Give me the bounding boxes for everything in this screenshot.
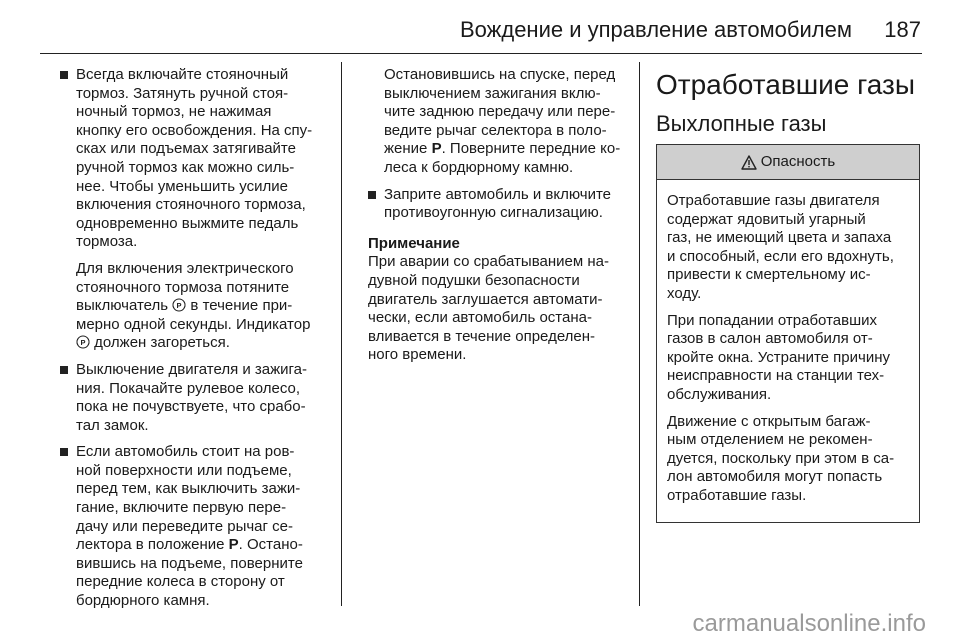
section-heading: Отработавшие газы — [656, 69, 915, 100]
text-line: ной поверхности или подъеме, — [76, 461, 292, 479]
text-run: . Поверните передние ко- — [441, 140, 621, 158]
text-line: Остановившись на спуске, перед — [384, 66, 616, 83]
text-line: газ, не имеющий цвета и запаха — [667, 229, 892, 247]
danger-paragraph-2 — [667, 312, 909, 405]
page-header — [0, 0, 960, 52]
bullet-steering-lock — [60, 361, 334, 435]
text-line: содержат ядовитый угарный — [667, 210, 866, 228]
text-line — [76, 334, 334, 353]
bullet-text — [76, 361, 334, 435]
header-rule — [40, 53, 922, 54]
gear-position-p: P — [228, 536, 239, 554]
text-line: лон автомобиля могут попасть — [667, 468, 883, 486]
text-line — [76, 297, 334, 316]
text-line: ночный тормоз, не нажимая — [76, 103, 272, 121]
text-run: лектора в положение — [76, 536, 229, 554]
text-line: Для включения электрического — [76, 259, 294, 277]
text-line: кнопку его освобождения. На спу- — [76, 121, 313, 139]
text-line: противоугонную сигнализацию. — [384, 204, 603, 222]
danger-box — [656, 144, 920, 523]
text-line: дачу или переведите рычаг се- — [76, 517, 293, 535]
text-line: Заприте автомобиль и включите — [384, 185, 611, 203]
danger-body — [657, 180, 919, 522]
text-line: стояночного тормоза потяните — [76, 278, 290, 296]
square-bullet-icon — [60, 71, 68, 79]
text-line: мерно одной секунды. Индикатор — [76, 315, 311, 333]
text-line — [76, 536, 334, 555]
text-line: бордюрного камня. — [76, 592, 210, 610]
square-bullet-icon — [368, 191, 376, 199]
bullet-parking-brake — [60, 66, 334, 252]
text-line: пока не почувствуете, что срабо- — [76, 398, 306, 416]
text-line: ным отделением не рекомен- — [667, 431, 873, 449]
parking-brake-icon — [172, 298, 186, 312]
text-line: вившись на подъеме, поверните — [76, 554, 303, 572]
text-line: Отработавшие газы двигателя — [667, 192, 880, 209]
text-line: дувной подушки безопасности — [368, 271, 580, 289]
warning-triangle-icon — [741, 155, 757, 170]
text-line: передние колеса в сторону от — [76, 573, 285, 591]
text-line: Выключение двигателя и зажига- — [76, 360, 308, 378]
text-line: нее. Чтобы уменьшить усилие — [76, 177, 288, 195]
text-run: . Остано- — [238, 536, 303, 554]
danger-title: Опасность — [760, 152, 836, 170]
text-line: тормоз. Затянуть ручной стоя- — [76, 84, 289, 102]
text-line: Движение с открытым багаж- — [667, 412, 871, 430]
subsection-heading: Выхлопные газы — [656, 111, 827, 136]
text-line: При попадании отработавших — [667, 311, 877, 329]
bullet-text — [76, 66, 334, 252]
text-run: в течение при- — [186, 297, 293, 315]
text-run: выключатель — [76, 297, 173, 315]
text-line: перед тем, как выключить зажи- — [76, 480, 301, 498]
square-bullet-icon — [60, 448, 68, 456]
text-line: ручной тормоз как можно силь- — [76, 158, 295, 176]
square-bullet-icon — [60, 366, 68, 374]
epb-paragraph — [76, 260, 334, 353]
note-text — [368, 253, 626, 365]
text-line: Если автомобиль стоит на ров- — [76, 443, 295, 461]
bullet-text — [384, 186, 626, 223]
text-line: тормоза. — [76, 233, 138, 251]
gear-position-p: P — [431, 140, 442, 158]
bullet-gear-selection — [60, 443, 334, 610]
text-line: чески, если автомобиль остана- — [368, 309, 592, 327]
text-line — [384, 140, 626, 159]
text-line: выключением зажигания вклю- — [384, 84, 601, 102]
bullet-lock-vehicle — [368, 186, 626, 223]
text-line: включения стояночного тормоза, — [76, 196, 306, 214]
column-3 — [656, 66, 920, 523]
svg-text:P: P — [80, 338, 86, 348]
text-line: тал замок. — [76, 416, 149, 434]
text-line: чите заднюю передачу или пере- — [384, 103, 616, 121]
text-line: вливается в течение определен- — [368, 327, 596, 345]
text-line: неисправности на станции тех- — [667, 367, 885, 385]
text-line: гание, включите первую пере- — [76, 499, 287, 517]
column-divider-2 — [639, 62, 640, 606]
danger-header — [657, 145, 919, 180]
text-line: леса к бордюрному камню. — [384, 158, 574, 176]
text-line: ходу. — [667, 284, 702, 302]
text-line: привести к смертельному ис- — [667, 266, 871, 284]
text-run: жение — [384, 140, 432, 158]
text-line: двигатель заглушается автомати- — [368, 290, 603, 308]
text-line: кройте окна. Устраните причину — [667, 348, 890, 366]
column-2 — [368, 66, 626, 373]
text-line: отработавшие газы. — [667, 486, 807, 504]
text-line: Всегда включайте стояночный — [76, 66, 289, 83]
text-line: ного времени. — [368, 346, 467, 364]
text-line: дуется, поскольку при этом в са- — [667, 449, 895, 467]
text-line: ния. Покачайте рулевое колесо, — [76, 379, 301, 397]
text-line: и способный, если его вдохнуть, — [667, 247, 894, 265]
page-title: Вождение и управление автомобилем — [459, 17, 852, 42]
text-line: При аварии со срабатыванием на- — [368, 253, 609, 271]
bullet-text — [76, 443, 334, 610]
downhill-paragraph — [384, 66, 626, 178]
text-line: одновременно выжмите педаль — [76, 214, 299, 232]
text-line: обслуживания. — [667, 385, 772, 403]
note-title: Примечание — [368, 234, 460, 252]
danger-paragraph-3 — [667, 413, 909, 506]
text-line: газов в салон автомобиля от- — [667, 330, 873, 348]
text-run: должен загореться. — [90, 334, 230, 352]
danger-paragraph-1 — [667, 192, 909, 304]
watermark: carmanualsonline.info — [692, 610, 926, 637]
svg-text:P: P — [176, 300, 182, 310]
column-divider-1 — [341, 62, 342, 606]
column-1 — [60, 66, 334, 619]
text-line: ведите рычаг селектора в поло- — [384, 121, 607, 139]
text-line: сках или подъемах затягивайте — [76, 140, 296, 158]
page-number: 187 — [884, 17, 921, 42]
parking-brake-icon — [76, 335, 90, 349]
